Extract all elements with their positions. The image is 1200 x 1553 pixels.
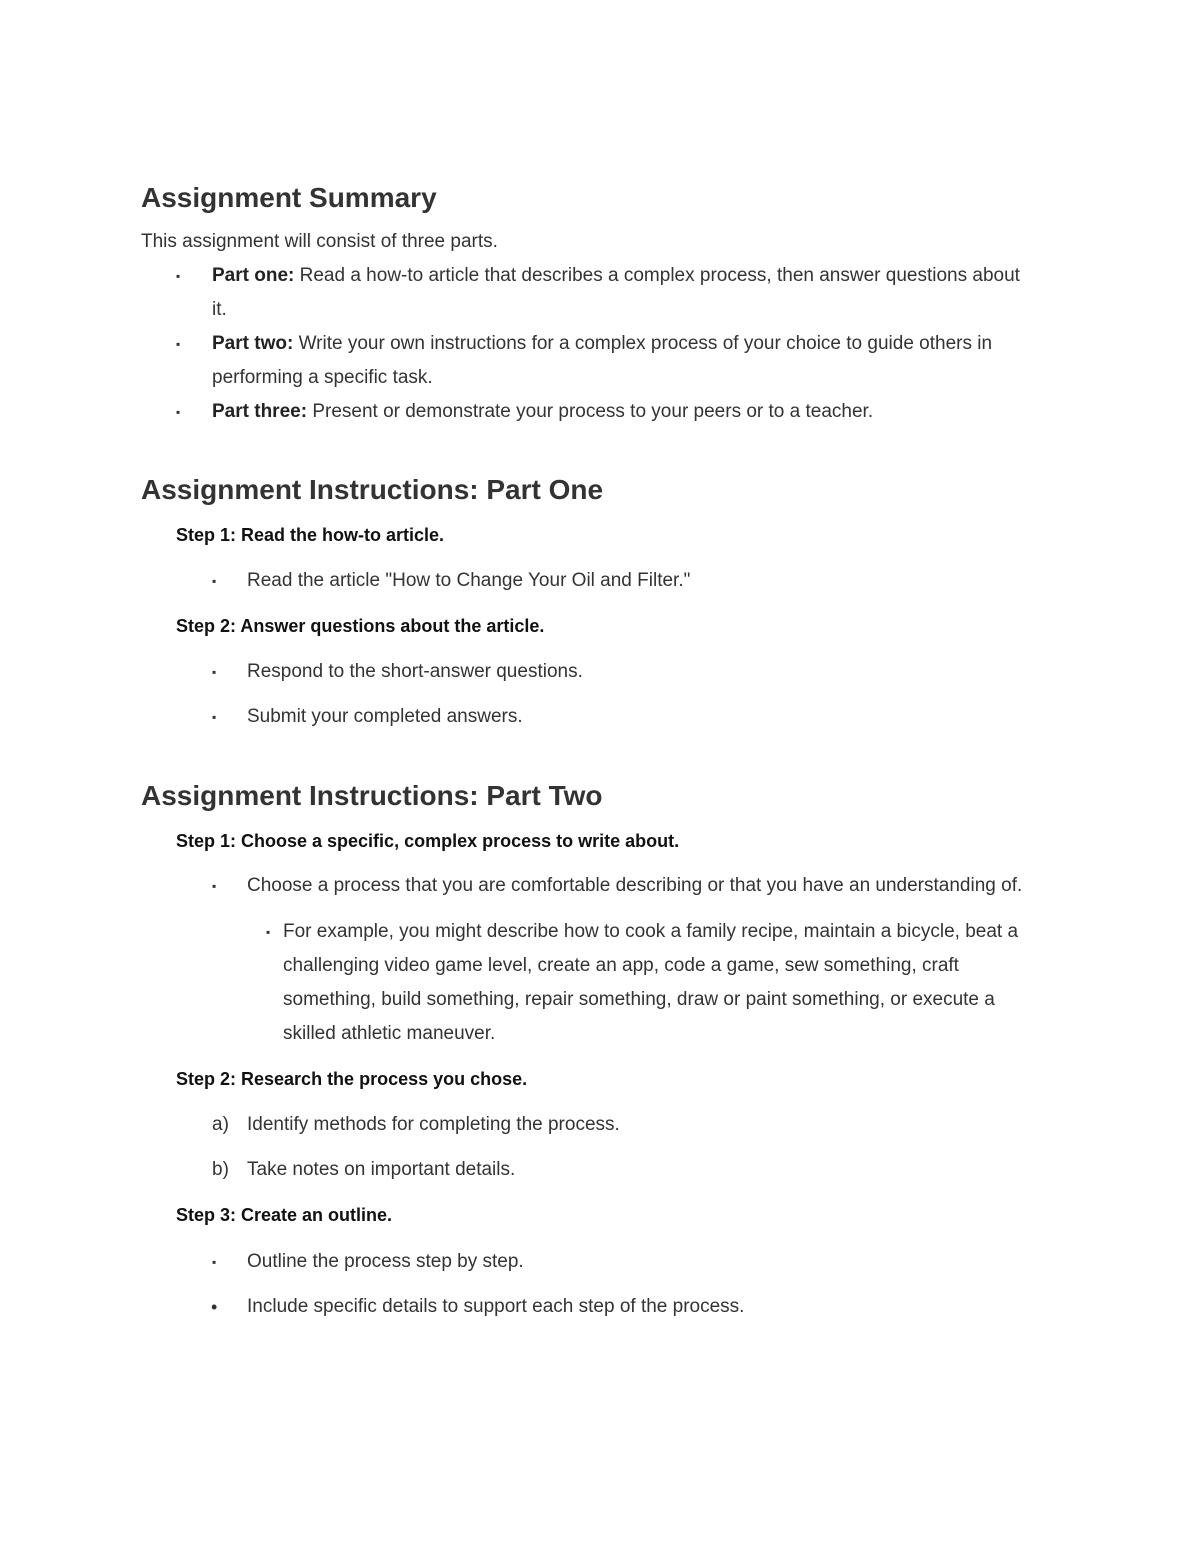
- bullet-icon: ▪: [266, 925, 271, 939]
- list-marker: b): [212, 1159, 229, 1180]
- bullet-icon: ▪: [176, 337, 181, 351]
- part-one-line1: [212, 259, 1020, 293]
- part-two-step1-item: Choose a process that you are comfortable describing or that you have an understanding of.: [247, 875, 1023, 896]
- part-two-step1-title: Step 1: Choose a specific, complex process to write about.: [176, 831, 680, 851]
- part-two-step3-item: Include specific details to support each step of the process.: [247, 1296, 745, 1317]
- part-three-line1: [212, 395, 873, 429]
- part-two-step2-item: Take notes on important details.: [247, 1159, 516, 1180]
- part-two-line2: performing a specific task.: [212, 367, 433, 388]
- part-two-heading: Assignment Instructions: Part Two: [141, 780, 603, 811]
- part-two-text: Write your own instructions for a complex process of your choice to guide others in: [298, 333, 993, 354]
- bullet-icon: ▪: [212, 710, 217, 724]
- bullet-icon: ▪: [212, 574, 217, 588]
- part-three-text: Present or demonstrate your process to your peers or to a teacher.: [312, 401, 874, 422]
- part-two-line1: [212, 327, 992, 361]
- bullet-icon: ▪: [212, 1255, 217, 1269]
- summary-intro: This assignment will consist of three parts.: [141, 231, 498, 252]
- part-one-step2-item: Submit your completed answers.: [247, 706, 523, 727]
- part-two-step2-item: Identify methods for completing the process.: [247, 1114, 620, 1135]
- bullet-icon: ▪: [176, 269, 181, 283]
- part-two-sub-item-line: For example, you might describe how to cook a family recipe, maintain a bicycle, beat a: [283, 921, 1019, 942]
- list-marker: a): [212, 1114, 229, 1135]
- part-two-sub-item-line: skilled athletic maneuver.: [283, 1023, 496, 1044]
- summary-heading: Assignment Summary: [141, 182, 437, 213]
- part-one-step2-title: Step 2: Answer questions about the article.: [176, 616, 545, 636]
- part-two-sub-item-line: something, build something, repair something, draw or paint something, or execute a: [283, 989, 995, 1010]
- part-two-label: Part two:: [212, 333, 294, 354]
- part-one-step2-item: Respond to the short-answer questions.: [247, 661, 583, 682]
- part-three-label: Part three:: [212, 401, 308, 422]
- bullet-icon: ▪: [212, 665, 217, 679]
- part-one-step1-item: Read the article "How to Change Your Oil and Filter.": [247, 570, 691, 591]
- bullet-icon: ▪: [212, 879, 217, 893]
- part-two-sub-item-line: challenging video game level, create an app, code a game, sew something, craft: [283, 955, 959, 976]
- part-one-text: Read a how-to article that describes a complex process, then answer questions about: [299, 265, 1020, 286]
- part-two-step3-item: Outline the process step by step.: [247, 1251, 524, 1272]
- part-one-step1-title: Step 1: Read the how-to article.: [176, 525, 445, 545]
- bullet-icon: •: [211, 1297, 218, 1317]
- part-two-step2-title: Step 2: Research the process you chose.: [176, 1069, 528, 1089]
- bullet-icon: ▪: [176, 405, 181, 419]
- part-one-heading: Assignment Instructions: Part One: [141, 474, 604, 505]
- part-two-step3-title: Step 3: Create an outline.: [176, 1205, 393, 1225]
- part-one-label: Part one:: [212, 265, 295, 286]
- part-one-line2: it.: [212, 299, 227, 320]
